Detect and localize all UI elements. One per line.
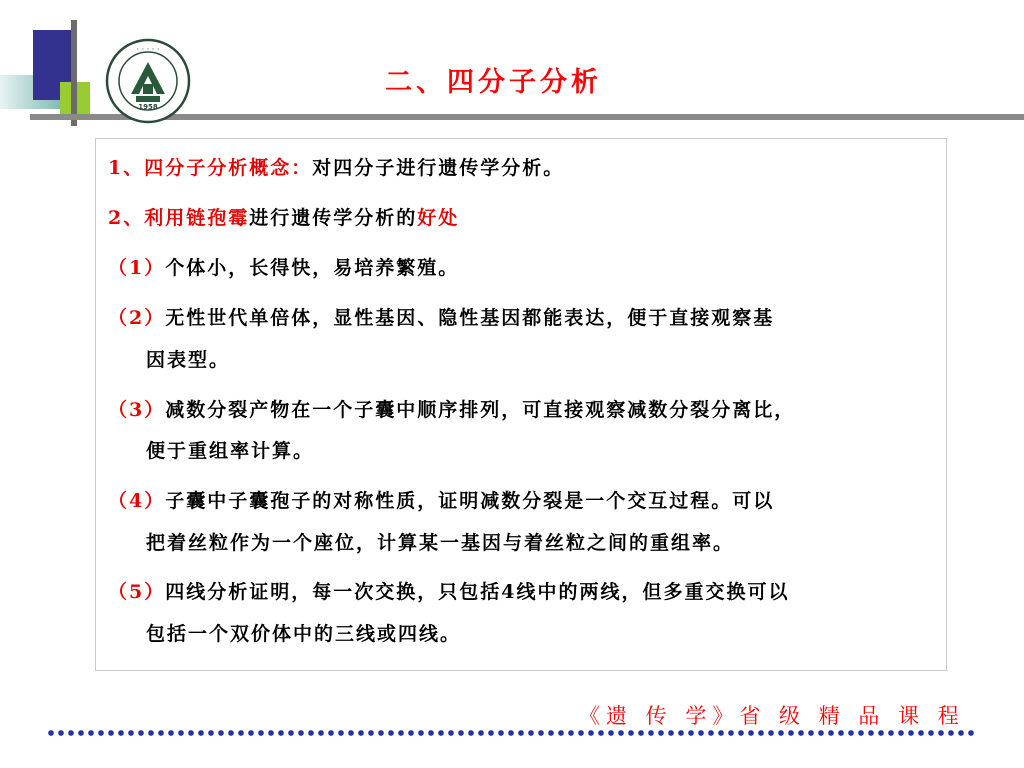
list-item [108, 395, 795, 422]
concept-label: 四分子分析概念： [144, 157, 313, 179]
item-text: 对四分子进行遗传学分析。 [312, 157, 565, 179]
item-number: （2） [108, 307, 166, 329]
list-item [108, 303, 774, 330]
item-text: 进行遗传学分析的 [249, 207, 418, 229]
item-text: 四线分析证明，每一次交换，只包括4线中的两线，但多重交换可以 [165, 581, 790, 603]
svg-text:1958: 1958 [138, 103, 158, 111]
footer-dotted-line [46, 728, 978, 738]
list-item [108, 253, 459, 280]
item-number: （5） [108, 581, 166, 603]
svg-text:· · · · ·: · · · · · [136, 45, 160, 54]
item-number: （1） [108, 257, 166, 279]
item-number: 1、 [108, 157, 145, 179]
college-logo [105, 38, 191, 124]
item-number: 2、 [108, 207, 145, 229]
footer-course-title: 《遗 传 学》省 级 精 品 课 程 [579, 704, 965, 728]
item-continuation: 包括一个双价体中的三线或四线。 [146, 623, 462, 645]
item-text: 个体小，长得快，易培养繁殖。 [165, 257, 460, 279]
list-item [108, 203, 459, 230]
slide-title: 二、四分子分析 [385, 67, 602, 98]
item-continuation: 把着丝粒作为一个座位，计算某一基因与着丝粒之间的重组率。 [146, 532, 735, 554]
advantage-label: 好处 [417, 207, 460, 229]
content-box [95, 138, 947, 671]
item-text: 减数分裂产物在一个子囊中顺序排列，可直接观察减数分裂分离比， [165, 399, 796, 421]
item-continuation: 便于重组率计算。 [146, 440, 315, 462]
list-item [108, 577, 789, 604]
decorative-vertical-line [71, 20, 77, 126]
list-item [108, 153, 564, 180]
item-text: 子囊中子囊孢子的对称性质，证明减数分裂是一个交互过程。可以 [165, 490, 775, 512]
item-number: （3） [108, 399, 166, 421]
list-item [108, 486, 774, 513]
item-text: 无性世代单倍体，显性基因、隐性基因都能表达，便于直接观察基 [165, 307, 775, 329]
item-continuation: 因表型。 [146, 349, 231, 371]
item-number: （4） [108, 490, 166, 512]
organism-label: 利用链孢霉 [144, 207, 250, 229]
